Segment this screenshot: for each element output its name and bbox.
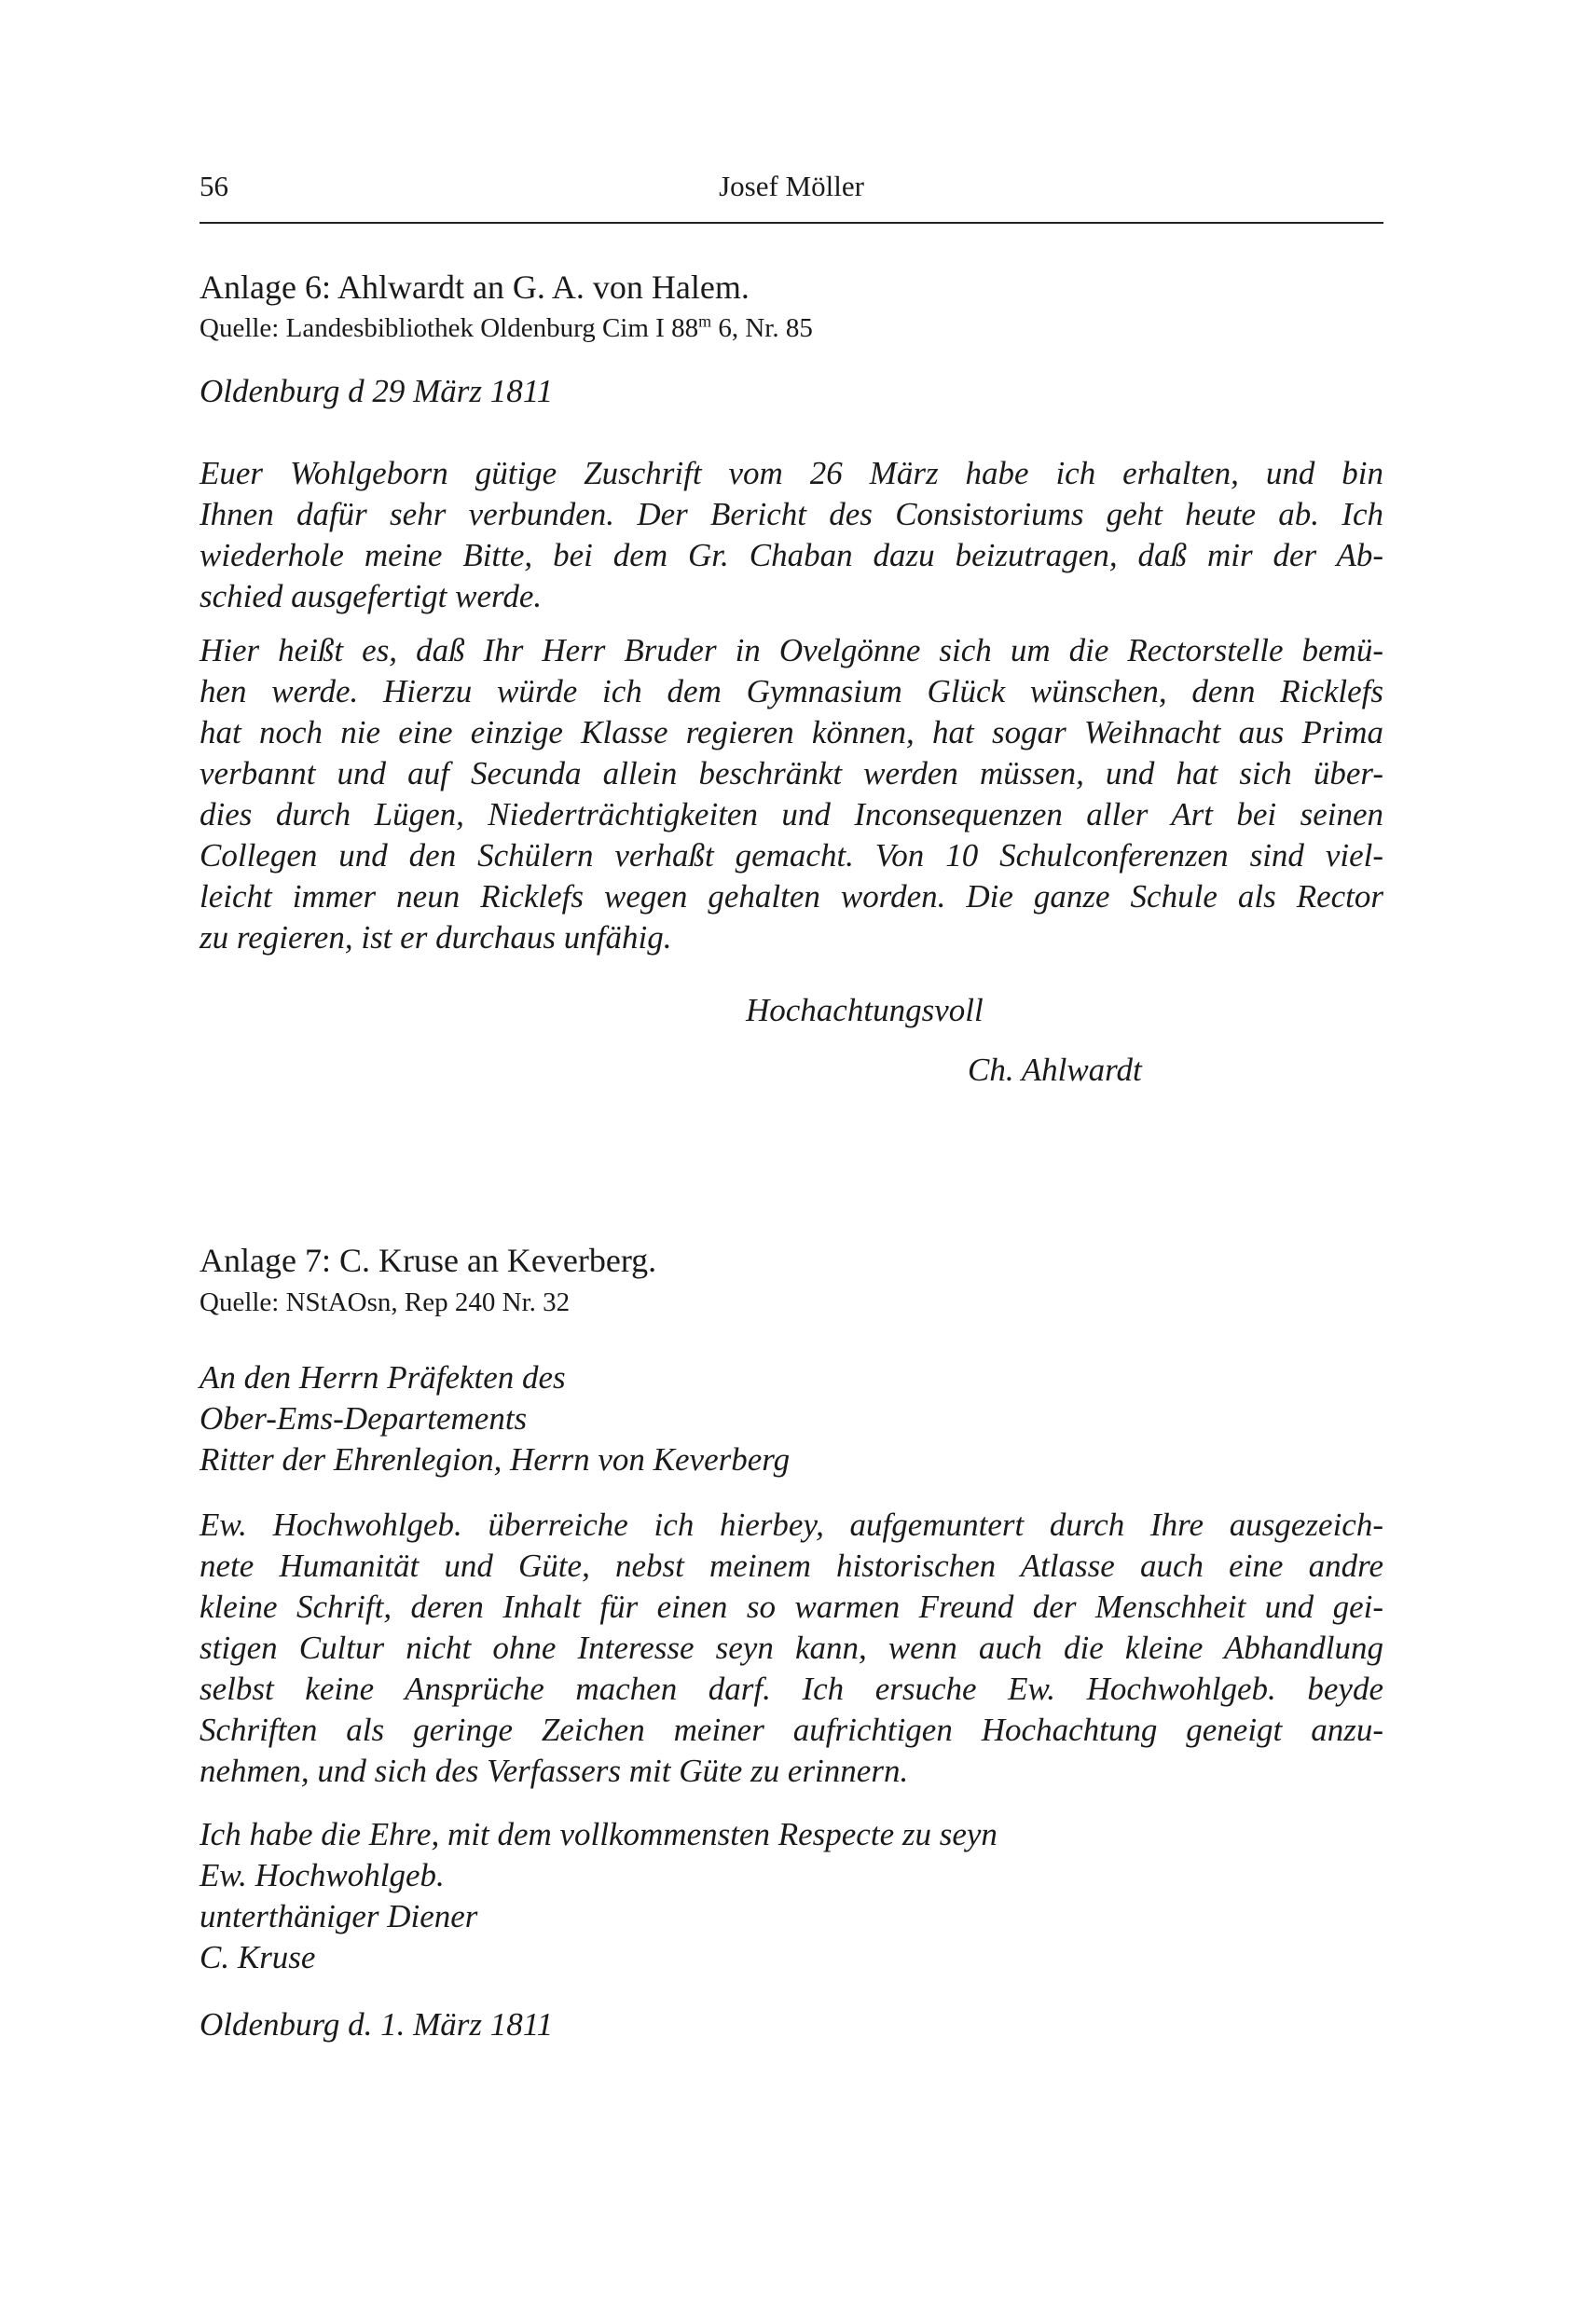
anlage7-p1-line: nete Humanität und Güte, nebst meinem historischen Atlasse auch eine andre <box>200 1548 1383 1584</box>
anlage6-source-sup: m <box>698 311 712 331</box>
running-head <box>200 170 1383 218</box>
anlage6-p2-line: Collegen und den Schülern verhaßt gemacht. Von 10 Schulconferenzen sind viel- <box>200 837 1383 874</box>
anlage7-closing-line: Ich habe die Ehre, mit dem vollkommensten Respecte zu seyn <box>200 1816 998 1852</box>
anlage6-p2-line: Hier heißt es, daß Ihr Herr Bruder in Ovelgönne sich um die Rectorstelle bemü- <box>200 632 1383 668</box>
anlage6-p2-line: hat noch nie eine einzige Klasse regieren können, hat sogar Weihnacht aus Prima <box>200 714 1383 750</box>
anlage6-source-suffix: 6, Nr. 85 <box>711 313 813 343</box>
anlage7-p1-line: kleine Schrift, deren Inhalt für einen so warmen Freund der Menschheit und gei- <box>200 1589 1383 1625</box>
anlage6-closing: Hochachtungsvoll <box>746 992 984 1028</box>
anlage7-signature: C. Kruse <box>200 1939 316 1975</box>
anlage7-heading: Anlage 7: C. Kruse an Keverberg. <box>200 1242 657 1279</box>
anlage6-source-prefix: Quelle: Landesbibliothek Oldenburg Cim I 88 <box>200 313 699 343</box>
anlage7-address-line: Ritter der Ehrenlegion, Herrn von Keverberg <box>200 1441 791 1478</box>
anlage7-closing-line: Ew. Hochwohlgeb. <box>200 1857 445 1893</box>
anlage6-p1-line: wiederhole meine Bitte, bei dem Gr. Chaban dazu beizutragen, daß mir der Ab- <box>200 537 1383 573</box>
anlage7-address-line: An den Herrn Präfekten des <box>200 1359 566 1396</box>
anlage6-heading: Anlage 6: Ahlwardt an G. A. von Halem. <box>200 268 750 306</box>
anlage6-p1-line: Euer Wohlgeborn gütige Zuschrift vom 26 März habe ich erhalten, und bin <box>200 455 1383 491</box>
anlage7-dateline: Oldenburg d. 1. März 1811 <box>200 2006 554 2043</box>
anlage7-p1-line: selbst keine Ansprüche machen darf. Ich ersuche Ew. Hochwohlgeb. beyde <box>200 1671 1383 1707</box>
anlage6-p2-line: verbannt und auf Secunda allein beschränkt werden müssen, und hat sich über- <box>200 755 1383 791</box>
anlage6-p2-line: zu regieren, ist er durchaus unfähig. <box>200 919 672 956</box>
anlage6-p1-line: schied ausgefertigt werde. <box>200 578 543 614</box>
header-rule <box>200 222 1383 224</box>
anlage7-source: Quelle: NStAOsn, Rep 240 Nr. 32 <box>200 1287 571 1317</box>
page-number: 56 <box>200 170 228 202</box>
anlage6-p1-line: Ihnen dafür sehr verbunden. Der Bericht des Consistoriums geht heute ab. Ich <box>200 496 1383 532</box>
anlage7-p1-line: Schriften als geringe Zeichen meiner aufrichtigen Hochachtung geneigt anzu- <box>200 1712 1383 1748</box>
anlage6-p2-line: leicht immer neun Ricklefs wegen gehalten worden. Die ganze Schule als Rector <box>200 878 1383 915</box>
anlage7-closing-line: unterthäniger Diener <box>200 1898 478 1934</box>
anlage7-address-line: Ober-Ems-Departements <box>200 1400 528 1437</box>
anlage6-signature: Ch. Ahlwardt <box>968 1052 1142 1088</box>
anlage7-p1-line: Ew. Hochwohlgeb. überreiche ich hierbey, aufgemuntert durch Ihre ausgezeich- <box>200 1507 1383 1543</box>
anlage7-p1-line: stigen Cultur nicht ohne Interesse seyn kann, wenn auch die kleine Abhandlung <box>200 1630 1383 1666</box>
running-title: Josef Möller <box>719 170 864 202</box>
anlage6-dateline: Oldenburg d 29 März 1811 <box>200 373 554 409</box>
anlage7-p1-line: nehmen, und sich des Verfassers mit Güte zu erinnern. <box>200 1753 909 1789</box>
anlage6-p2-line: dies durch Lügen, Niederträchtigkeiten und Inconsequenzen aller Art bei seinen <box>200 796 1383 833</box>
anlage6-p2-line: hen werde. Hierzu würde ich dem Gymnasium Glück wünschen, denn Ricklefs <box>200 673 1383 709</box>
anlage6-source <box>200 310 813 346</box>
